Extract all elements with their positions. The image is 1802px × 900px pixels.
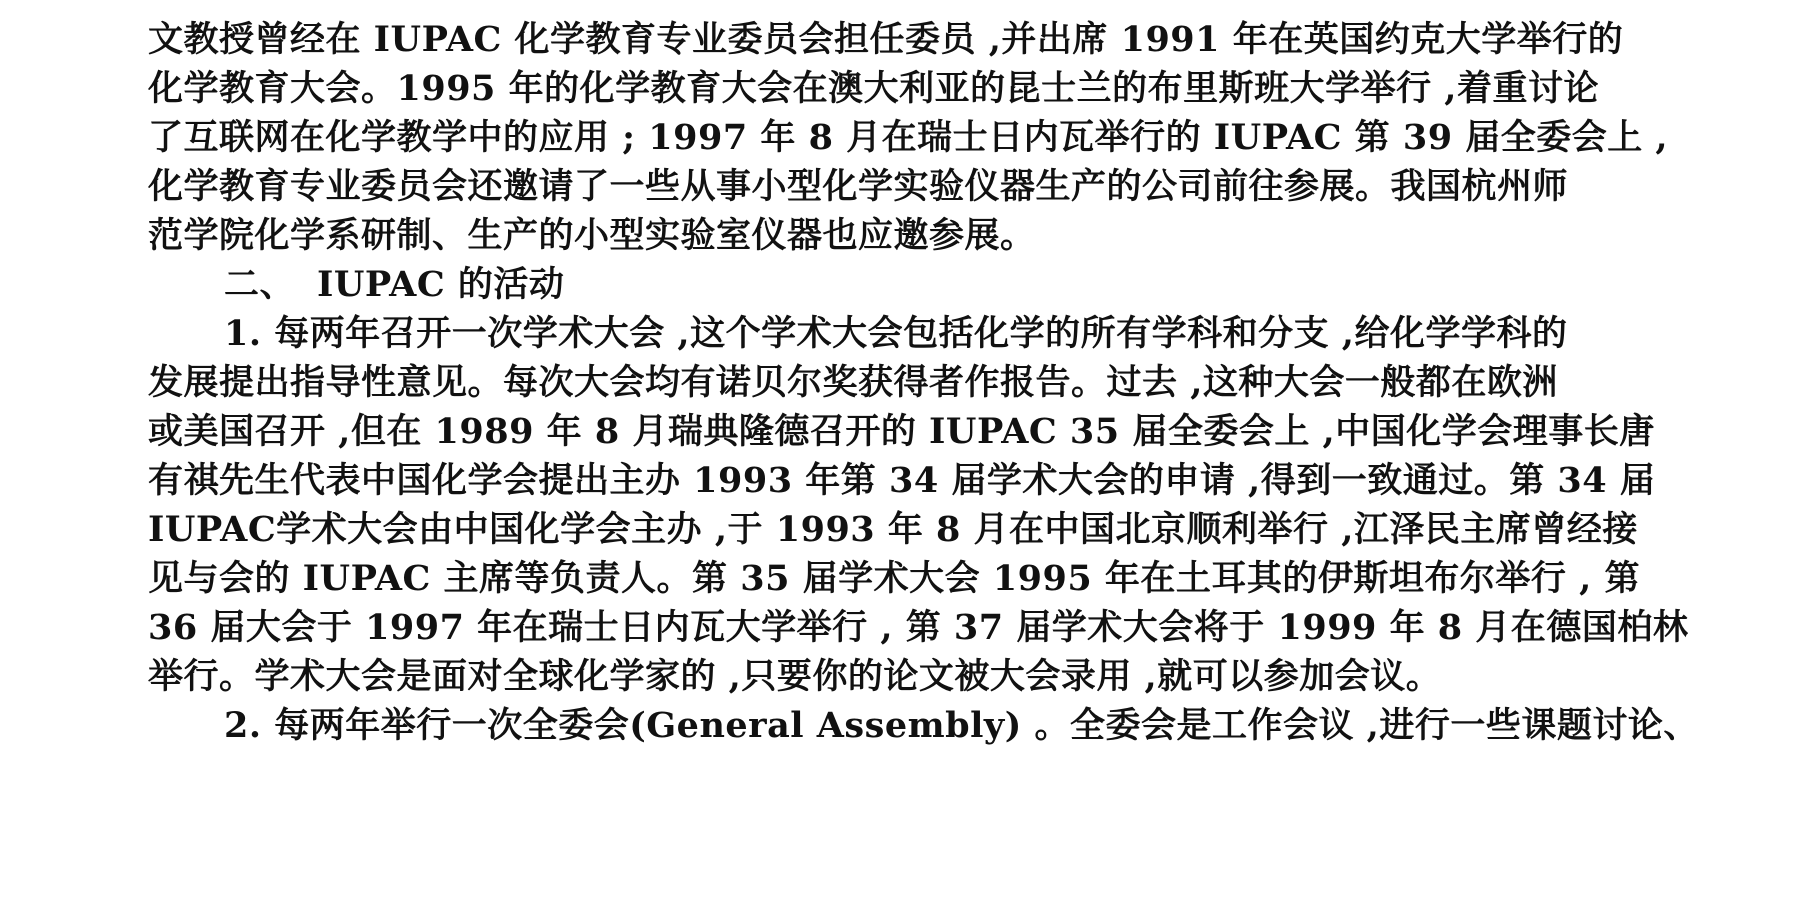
paragraph-line: IUPAC学术大会由中国化学会主办 ,于 1993 年 8 月在中国北京顺利举行 ,江泽民主席曾经接 — [148, 509, 1638, 550]
paragraph-line: 化学教育专业委员会还邀请了一些从事小型化学实验仪器生产的公司前往参展。我国杭州师 — [148, 166, 1569, 207]
paragraph-line: 有祺先生代表中国化学会提出主办 1993 年第 34 届学术大会的申请 ,得到一致通过。第 34 届 — [148, 460, 1656, 501]
section-title: IUPAC 的活动 — [317, 264, 565, 305]
list-item-first-line: 1. 每两年召开一次学术大会 ,这个学术大会包括化学的所有学科和分支 ,给化学学科的 — [224, 313, 1568, 354]
document-page — [148, 0, 1699, 900]
paragraph-line: 文教授曾经在 IUPAC 化学教育专业委员会担任委员 ,并出席 1991 年在英国约克大学举行的 — [148, 19, 1624, 60]
paragraph-line: 发展提出指导性意见。每次大会均有诺贝尔奖获得者作报告。过去 ,这种大会一般都在欧洲 — [148, 362, 1558, 403]
paragraph-line: 了互联网在化学教学中的应用 ; 1997 年 8 月在瑞士日内瓦举行的 IUPAC 第 39 届全委会上 , — [148, 117, 1669, 158]
paragraph-line: 或美国召开 ,但在 1989 年 8 月瑞典隆德召开的 IUPAC 35 届全委会上 ,中国化学会理事长唐 — [148, 411, 1655, 452]
paragraph-line: 见与会的 IUPAC 主席等负责人。第 35 届学术大会 1995 年在土耳其的伊斯坦布尔举行 , 第 — [148, 558, 1640, 599]
paragraph-line: 化学教育大会。1995 年的化学教育大会在澳大利亚的昆士兰的布里斯班大学举行 ,着重讨论 — [148, 68, 1599, 109]
paragraph-line: 范学院化学系研制、生产的小型实验室仪器也应邀参展。 — [148, 215, 1036, 256]
paragraph-line: 36 届大会于 1997 年在瑞士日内瓦大学举行 , 第 37 届学术大会将于 1999 年 8 月在德国柏林 — [148, 607, 1689, 648]
list-item-first-line: 2. 每两年举行一次全委会(General Assembly) 。全委会是工作会议 ,进行一些课题讨论、 — [224, 705, 1699, 746]
paragraph-line: 举行。学术大会是面对全球化学家的 ,只要你的论文被大会录用 ,就可以参加会议。 — [148, 656, 1442, 697]
section-number: 二、 — [224, 264, 296, 305]
section-heading — [224, 261, 564, 309]
